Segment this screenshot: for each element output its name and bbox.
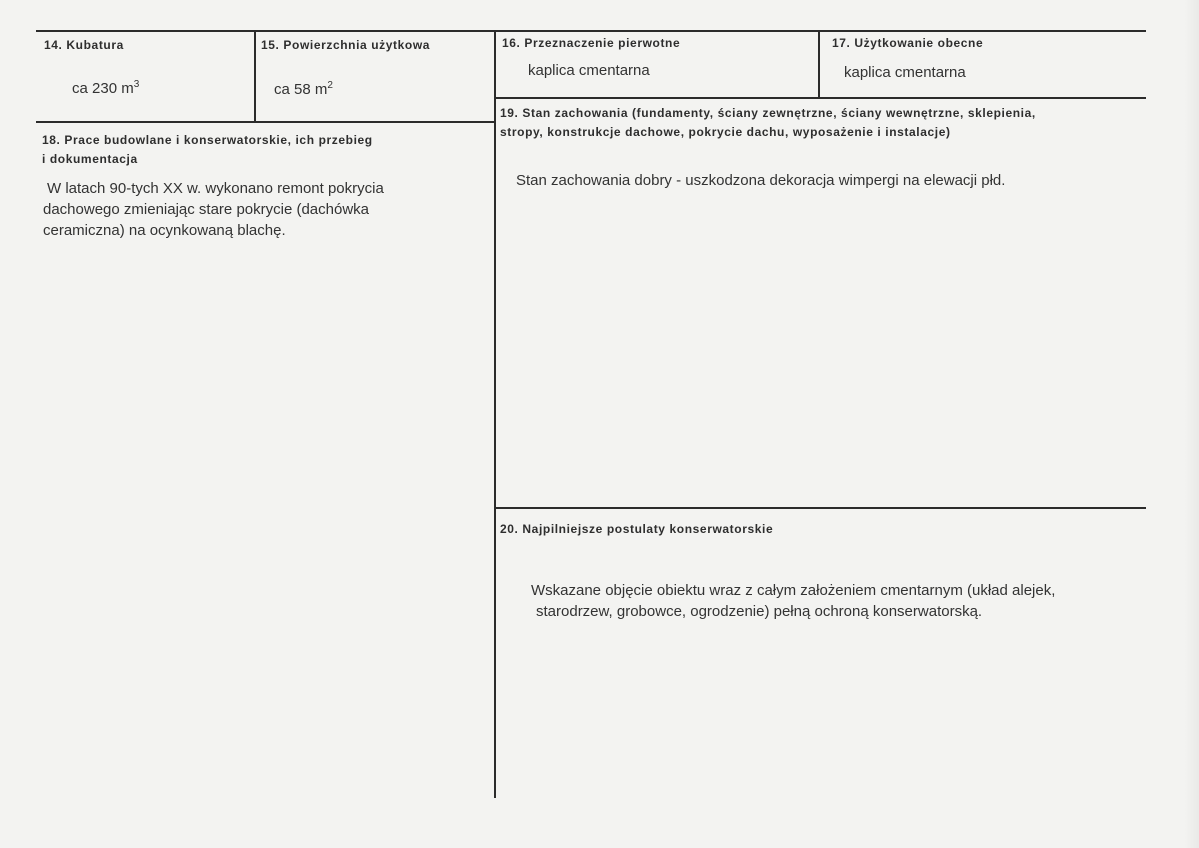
field-15-label: 15. Powierzchnia użytkowa — [261, 38, 431, 52]
field-15-value — [274, 81, 333, 98]
field-14-value — [72, 80, 139, 97]
field-19-label-line2: stropy, konstrukcje dachowe, pokrycie dachu, wyposażenie i instalacje) — [500, 125, 951, 139]
field-17-value: kaplica cmentarna — [844, 64, 966, 81]
field-19-label-line1: 19. Stan zachowania (fundamenty, ściany zewnętrzne, ściany wewnętrzne, sklepienia, — [500, 106, 1036, 120]
field-16-value: kaplica cmentarna — [528, 62, 650, 79]
rule-above-20 — [494, 507, 1146, 509]
field-15-exponent: 2 — [327, 80, 333, 91]
field-18-text — [45, 178, 485, 241]
field-17-label: 17. Użytkowanie obecne — [832, 36, 984, 50]
field-20-label: 20. Najpilniejsze postulaty konserwatorskie — [500, 522, 774, 536]
field-20-line: starodrzew, grobowce, ogrodzenie) pełną ochroną konserwatorską. — [536, 603, 983, 620]
rule-under-14-15 — [36, 121, 494, 123]
field-14-value-text: ca 230 m — [72, 80, 134, 97]
paper-edge — [1185, 0, 1199, 848]
field-16-label: 16. Przeznaczenie pierwotne — [502, 36, 681, 50]
rule-under-16-17 — [494, 97, 1146, 99]
field-14-label: 14. Kubatura — [44, 38, 124, 52]
field-18-line: ceramiczna) na ocynkowaną blachę. — [43, 222, 286, 239]
field-19-value: Stan zachowania dobry - uszkodzona dekoracja wimpergi na elewacji płd. — [516, 172, 1006, 189]
divider-16-17 — [818, 30, 820, 98]
divider-14-15 — [254, 30, 256, 122]
field-18-line: W latach 90-tych XX w. wykonano remont pokrycia — [47, 180, 384, 197]
top-rule — [36, 30, 1146, 32]
field-20-text — [531, 580, 1141, 622]
field-18-label-line2: i dokumentacja — [42, 152, 138, 166]
field-18-label-line1: 18. Prace budowlane i konserwatorskie, ich przebieg — [42, 133, 373, 147]
field-14-exponent: 3 — [133, 79, 140, 90]
field-20-line: Wskazane objęcie obiektu wraz z całym założeniem cmentarnym (układ alejek, — [531, 582, 1056, 599]
field-18-line: dachowego zmieniając stare pokrycie (dachówka — [43, 201, 370, 218]
main-column-divider — [494, 30, 496, 798]
field-15-value-text: ca 58 m — [274, 81, 328, 98]
